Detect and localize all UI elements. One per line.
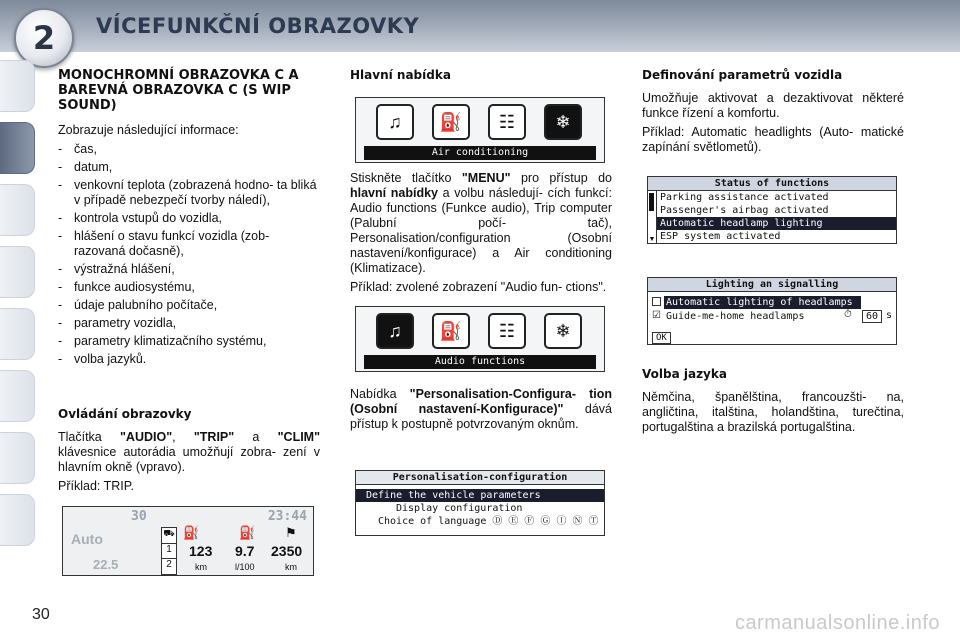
list-item: - čas, bbox=[58, 142, 320, 157]
personalisation-screen bbox=[355, 470, 605, 536]
trip-value-range: 123 bbox=[189, 543, 213, 559]
settings-icon: ☷ bbox=[488, 313, 526, 349]
screen-title: Lighting an signalling bbox=[648, 278, 896, 292]
outside-temperature: 30 bbox=[131, 509, 147, 524]
screen-title: Status of functions bbox=[648, 177, 896, 191]
controls-example: Příklad: TRIP. bbox=[58, 479, 134, 493]
checked-checkbox-icon[interactable]: ☑ bbox=[652, 310, 661, 321]
duration-unit: s bbox=[886, 310, 893, 321]
finish-flag-icon: ⚑ bbox=[285, 525, 297, 540]
list-item: - údaje palubního počítače, bbox=[58, 298, 320, 313]
lighting-screen bbox=[647, 277, 897, 345]
list-item: - parametry klimatizačního systému, bbox=[58, 334, 320, 349]
menu-description bbox=[350, 171, 612, 299]
key-menu: "MENU" bbox=[461, 171, 511, 185]
section-heading-vehicle-parameters: Definování parametrů vozidla bbox=[642, 68, 843, 82]
audio-icon: ♫ bbox=[376, 313, 414, 349]
intro-text: Zobrazuje následující informace: bbox=[58, 123, 239, 137]
section-heading-main-menu: Hlavní nabídka bbox=[350, 68, 451, 82]
vehicle-parameters-example: Příklad: Automatic headlights (Auto- matické zapínání světlometů). bbox=[642, 125, 904, 154]
personalisation-description bbox=[350, 387, 612, 436]
trip-1-icon: 1 bbox=[162, 544, 176, 559]
option-label: Guide-me-home headlamps bbox=[666, 311, 805, 322]
status-row: Parking assistance activated bbox=[660, 192, 829, 203]
menu-row: Define the vehicle parameters bbox=[356, 489, 604, 502]
chapter-tab-4[interactable] bbox=[0, 246, 35, 298]
settings-icon: ☷ bbox=[488, 104, 526, 140]
personalisation-text-part: dává přístup k postupně potvrzovaným oknům. bbox=[350, 402, 612, 431]
list-item: - venkovní teplota (zobrazená hodno- ta bliká v případě nebezpečí tvorby náledí), bbox=[58, 178, 320, 208]
personalisation-text-part: Nabídka bbox=[350, 387, 397, 401]
trip-display-screen bbox=[62, 506, 314, 576]
menu-text-part: pro přístup do bbox=[520, 171, 612, 185]
option-row-guide-me-home bbox=[648, 310, 896, 323]
controls-text-and: a bbox=[252, 430, 260, 444]
duration-value[interactable]: 60 bbox=[862, 310, 882, 323]
menu-text bbox=[350, 171, 612, 276]
list-item: - výstražná hlášení, bbox=[58, 262, 320, 277]
list-item: - kontrola vstupů do vozidla, bbox=[58, 211, 320, 226]
main-menu-term: hlavní nabídky bbox=[350, 186, 438, 200]
left-column bbox=[58, 68, 320, 370]
option-label: Automatic lighting of headlamps bbox=[664, 296, 861, 309]
scrollbar-thumb[interactable] bbox=[649, 193, 654, 211]
range-icon: ⛽ bbox=[183, 525, 200, 540]
status-row: Passenger's airbag activated bbox=[660, 205, 829, 216]
chapter-tab-8[interactable] bbox=[0, 494, 35, 546]
chapter-tab-1[interactable] bbox=[0, 60, 35, 112]
menu-label-bar: Air conditioning bbox=[364, 146, 596, 160]
key-clim: "CLIM" bbox=[277, 430, 321, 444]
right-column bbox=[642, 68, 904, 159]
clock: 23:44 bbox=[267, 509, 307, 524]
trip-value-consumption: 9.7 bbox=[235, 543, 255, 559]
chapter-tab-6[interactable] bbox=[0, 370, 35, 422]
section-heading-language: Volba jazyka bbox=[642, 367, 727, 381]
unchecked-checkbox-icon[interactable] bbox=[652, 297, 661, 306]
page-number: 30 bbox=[32, 606, 50, 623]
status-row: ESP system activated bbox=[660, 231, 781, 242]
status-functions-screen bbox=[647, 176, 897, 244]
trip-value-distance: 2350 bbox=[271, 543, 303, 559]
status-row: Automatic headlamp lighting bbox=[648, 217, 896, 230]
chapter-tab-5[interactable] bbox=[0, 308, 35, 360]
chapter-tab-2[interactable] bbox=[0, 122, 35, 174]
air-conditioning-icon: ❄ bbox=[544, 313, 582, 349]
menu-text-part: Stiskněte tlačítko bbox=[350, 171, 452, 185]
menu-example: Příklad: zvolené zobrazení "Audio fun- ctions". bbox=[350, 280, 607, 294]
vehicle-parameters-text: Umožňuje aktivovat a dezaktivovat některé funkce řízení a komfortu. bbox=[642, 91, 904, 120]
screen-title: Personalisation-configuration bbox=[356, 471, 604, 485]
info-list bbox=[58, 142, 320, 367]
menu-row: Choice of language Ⓓ Ⓔ Ⓕ Ⓖ Ⓘ Ⓝ Ⓣ bbox=[378, 516, 599, 527]
trip-unit: km bbox=[195, 562, 207, 572]
menu-screen-air bbox=[355, 97, 605, 163]
controls-separator: , bbox=[172, 430, 176, 444]
list-item: - funkce audiosystému, bbox=[58, 280, 320, 295]
scroll-down-icon[interactable]: ▼ bbox=[648, 236, 656, 243]
chapter-number-badge bbox=[14, 8, 74, 68]
fuel-consumption-icon: ⛽ bbox=[239, 525, 256, 540]
list-item: - parametry vozidla, bbox=[58, 316, 320, 331]
list-item: - volba jazyků. bbox=[58, 352, 320, 367]
audio-icon: ♫ bbox=[376, 104, 414, 140]
language-section bbox=[642, 367, 904, 439]
menu-screen-audio bbox=[355, 306, 605, 372]
controls-text-part: klávesnice autorádia umožňují zobra- zení v hlavním okně (vpravo). bbox=[58, 445, 320, 474]
ok-button[interactable]: OK bbox=[652, 332, 671, 344]
controls-text bbox=[58, 430, 320, 475]
chapter-tab-7[interactable] bbox=[0, 432, 35, 484]
chapter-tabs bbox=[0, 60, 36, 580]
set-temperature: 22.5 bbox=[93, 557, 119, 572]
controls-section bbox=[58, 407, 320, 498]
trip-unit: km bbox=[285, 562, 297, 572]
climate-mode: Auto bbox=[71, 531, 103, 547]
option-row-automatic-lighting bbox=[648, 296, 896, 309]
key-audio: "AUDIO" bbox=[120, 430, 173, 444]
menu-text-part: a volbu následují- cích funkcí: Audio functions (Funkce audio), Trip computer (Palubní počí- tač), Personalisation/configuration (Osobní nastavení/konfigurace) a Air conditioning (Klimatizace). bbox=[350, 186, 612, 275]
list-item: - datum, bbox=[58, 160, 320, 175]
trip-unit: l/100 bbox=[235, 562, 255, 572]
menu-label-bar: Audio functions bbox=[364, 355, 596, 369]
chapter-number: 2 bbox=[32, 19, 56, 57]
timer-icon: ⏱ bbox=[844, 309, 852, 320]
chapter-tab-3[interactable] bbox=[0, 184, 35, 236]
section-heading-controls: Ovládání obrazovky bbox=[58, 407, 192, 421]
scrollbar[interactable] bbox=[648, 191, 657, 243]
watermark: carmanualsonline.info bbox=[734, 612, 940, 634]
car-icon: ⛟ bbox=[162, 528, 176, 544]
personalisation-term: "Personalisation-Configura- tion (Osobní nastavení-Konfigurace)" bbox=[350, 387, 612, 416]
controls-text-part: Tlačítka bbox=[58, 430, 102, 444]
menu-row: Display configuration bbox=[396, 503, 523, 514]
trip-2-icon: 2 bbox=[166, 559, 172, 570]
personalisation-text bbox=[350, 387, 612, 432]
list-item: - hlášení o stavu funkcí vozidla (zob- razovaná dočasně), bbox=[58, 229, 320, 259]
section-heading-monochrome: MONOCHROMNÍ OBRAZOVKA C A BAREVNÁ OBRAZOVKA C (S WIP SOUND) bbox=[58, 68, 299, 113]
trip-selector bbox=[161, 527, 177, 575]
language-text: Němčina, španělština, francouzšti- na, angličtina, italština, holandština, turečtina, portugalština a brazilská portugalština. bbox=[642, 390, 904, 434]
middle-column bbox=[350, 68, 612, 91]
trip-computer-icon: ⛽ bbox=[432, 313, 470, 349]
trip-computer-icon: ⛽ bbox=[432, 104, 470, 140]
key-trip: "TRIP" bbox=[193, 430, 235, 444]
air-conditioning-icon: ❄ bbox=[544, 104, 582, 140]
page-title: VÍCEFUNKČNÍ OBRAZOVKY bbox=[96, 14, 420, 38]
